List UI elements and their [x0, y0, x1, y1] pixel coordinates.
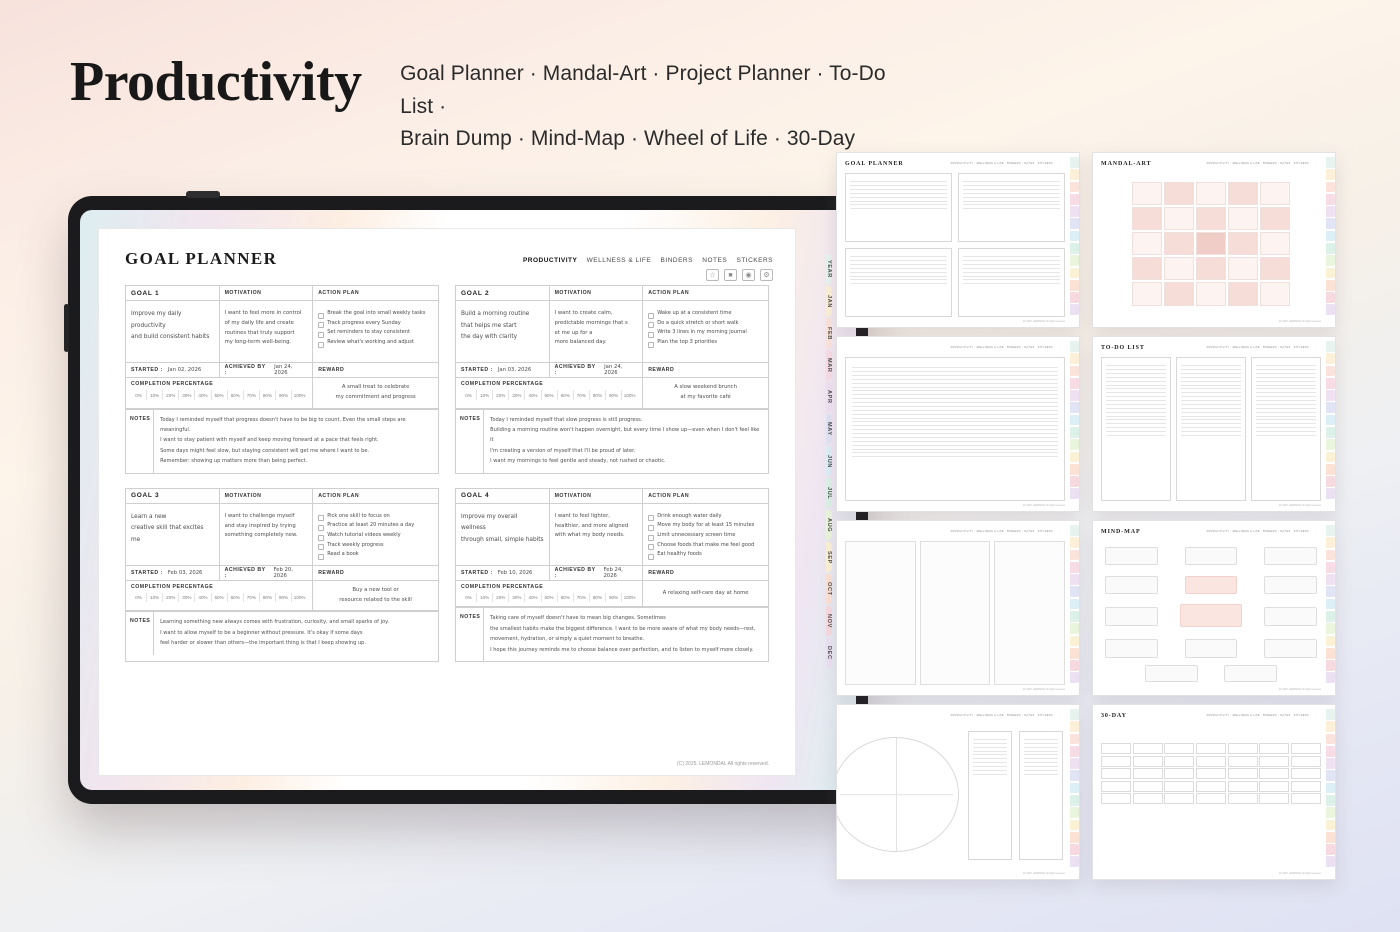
- page-subtitle: [400, 58, 920, 156]
- goal-3-heading: GOAL 3: [126, 488, 220, 503]
- thumbnail-project-planner[interactable]: [836, 336, 1080, 512]
- pct-50[interactable]: 50%: [542, 593, 558, 603]
- rail-tab-mar[interactable]: MAR: [826, 350, 832, 380]
- thumb-footer: (C) 2025. LEMONDAL All rights reserved.: [1278, 321, 1321, 323]
- pct-70[interactable]: 70%: [244, 390, 260, 400]
- pct-100[interactable]: 100%: [293, 392, 306, 398]
- thumb-footer: (C) 2025. LEMONDAL All rights reserved.: [1022, 873, 1065, 875]
- goal-2-text-line3: the day with clarity: [461, 334, 518, 341]
- pct-90[interactable]: 90%: [276, 390, 292, 400]
- pct-20[interactable]: 20%: [493, 593, 509, 603]
- thumb-footer: (C) 2025. LEMONDAL All rights reserved.: [1278, 689, 1321, 691]
- goal-1-mot-l1: I want to feel more in control: [224, 310, 302, 316]
- goal-card-3[interactable]: [125, 488, 439, 662]
- goal-4-motivation-label: MOTIVATION: [550, 488, 644, 503]
- thumbnail-goal-planner[interactable]: [836, 152, 1080, 328]
- brain-dump-columns: [845, 541, 1065, 685]
- goal-1-action-list[interactable]: [313, 301, 438, 362]
- goal-4-achieved-value: Feb 24, 2026: [603, 566, 623, 579]
- goal-1-reward-l2: my commitment and progress: [335, 393, 416, 400]
- globe-icon[interactable]: ◉: [742, 269, 755, 281]
- goal-3-action-item[interactable]: Practice at least 20 minutes a day: [318, 521, 433, 531]
- goal-1-action-item[interactable]: Track progress every Sunday: [318, 319, 433, 329]
- goal-3-reward-l2: resource related to the skill: [339, 596, 412, 603]
- pct-90[interactable]: 90%: [276, 593, 292, 603]
- pct-20[interactable]: 20%: [163, 593, 179, 603]
- goal-1-heading: GOAL 1: [126, 286, 220, 301]
- goal-1-mot-l4: my long-term well-being.: [224, 339, 292, 346]
- goal-4-reward-text[interactable]: [643, 581, 768, 607]
- goal-4-text-line2: through small, simple habits: [461, 536, 544, 543]
- goal-3-percent-scale[interactable]: [131, 593, 307, 603]
- goal-2-reward-label: REWARD: [648, 367, 675, 373]
- goal-3-achieved[interactable]: [220, 565, 314, 580]
- goal-1-mot-l2: of my daily life and create: [224, 319, 294, 326]
- wheel-of-life-chart: [836, 737, 959, 852]
- thumbnail-mind-map[interactable]: [1092, 520, 1336, 696]
- thumb-title-thirty-day: 30-DAY: [1101, 713, 1127, 719]
- page-header: [70, 50, 970, 156]
- goal-2-note-line: I want my mornings to feel gentle and steady, not rushed or chaotic.: [490, 458, 666, 465]
- planner-nav[interactable]: [516, 257, 773, 264]
- goal-2-reward-text[interactable]: [643, 378, 768, 408]
- pct-20[interactable]: 20%: [493, 390, 509, 400]
- goal-1-achieved[interactable]: [220, 363, 314, 378]
- goal-1-note-line: Remember: showing up matters more than being perfect.: [160, 458, 308, 465]
- goal-3-reward-text[interactable]: [313, 581, 438, 611]
- goal-1-note-line: Some days might feel slow, but staying consistent will get me where I want to be.: [160, 447, 370, 454]
- planner-toolbar[interactable]: [706, 269, 773, 281]
- thumb-footer: (C) 2025. LEMONDAL All rights reserved.: [1022, 505, 1065, 507]
- pct-80[interactable]: 80%: [590, 390, 606, 400]
- rail-tab-nov[interactable]: NOV: [826, 606, 832, 636]
- thumb-rail[interactable]: [1070, 341, 1079, 507]
- thumb-nav: PRODUCTIVITY · WELLNESS & LIFE · BINDERS · NOTES · STICKERS: [950, 346, 1053, 349]
- goal-1-text-line2: and build consistent habits: [131, 334, 210, 341]
- goal-2-text-line2: that helps me start: [461, 322, 517, 329]
- goal-cards-grid: [125, 285, 769, 662]
- subtitle-line-2: Brain Dump · Mind-Map · Wheel of Life · 30-Day: [400, 127, 856, 151]
- thumbnail-brain-dump[interactable]: [836, 520, 1080, 696]
- goal-3-motivation-text[interactable]: [220, 504, 314, 565]
- goal-2-note-line: I'm creating a version of myself that I'll be proud of later.: [490, 447, 636, 454]
- goal-1-completion[interactable]: [126, 378, 313, 408]
- thumb-body-wheel-of-life: [845, 725, 1065, 869]
- thumb-title-goal-planner: GOAL PLANNER: [845, 161, 904, 167]
- tablet-screen: [80, 210, 856, 790]
- goal-3-action-label: ACTION PLAN: [318, 492, 360, 499]
- pct-90[interactable]: 90%: [606, 390, 622, 400]
- goal-1-notes-body[interactable]: [154, 410, 438, 473]
- goal-4-mot-l2: healthier, and more aligned: [554, 522, 629, 529]
- completion-label: COMPLETION PERCENTAGE: [131, 583, 214, 590]
- thumb-rail[interactable]: [1326, 157, 1335, 323]
- goal-4-started[interactable]: [456, 565, 550, 580]
- goal-3-action-item[interactable]: Read a book: [318, 550, 433, 560]
- thumb-title-mandal-art: MANDAL-ART: [1101, 161, 1152, 167]
- goal-2-achieved-value: Jan 24, 2026: [604, 364, 623, 376]
- pct-70[interactable]: 70%: [574, 593, 590, 603]
- goal-4-reward-label: REWARD: [648, 569, 675, 576]
- goal-2-achieved[interactable]: [550, 363, 644, 378]
- goal-4-action-item[interactable]: Eat healthy foods: [648, 550, 763, 560]
- pct-10[interactable]: 10%: [147, 390, 163, 400]
- goal-3-action-item[interactable]: Track weekly progress: [318, 541, 433, 551]
- goal-3-motivation-label: MOTIVATION: [220, 488, 314, 503]
- goal-1-reward-l1: A small treat to celebrate: [341, 384, 410, 390]
- planner-page-title: GOAL PLANNER: [125, 249, 278, 268]
- goal-4-action-item[interactable]: Limit unnecessary screen time: [648, 531, 763, 541]
- goal-4-heading: GOAL 4: [456, 488, 550, 503]
- goal-3-notes-body[interactable]: [154, 612, 438, 654]
- goal-4-achieved[interactable]: [550, 565, 644, 580]
- goal-2-action-item[interactable]: Do a quick stretch or short walk: [648, 319, 763, 329]
- rail-tab-aug[interactable]: AUG: [826, 510, 832, 540]
- thirty-day-calendar: [1101, 743, 1321, 804]
- goal-3-completion[interactable]: [126, 581, 313, 611]
- thumb-footer: (C) 2025. LEMONDAL All rights reserved.: [1278, 505, 1321, 507]
- goal-3-action-list[interactable]: [313, 504, 438, 565]
- thumb-nav: PRODUCTIVITY · WELLNESS & LIFE · BINDERS · NOTES · STICKERS: [950, 162, 1053, 165]
- goal-4-text-line1: Improve my overall wellness: [461, 513, 518, 532]
- pct-100[interactable]: 100%: [293, 595, 306, 601]
- completion-label: COMPLETION PERCENTAGE: [461, 583, 544, 590]
- rail-tab-apr[interactable]: APR: [826, 382, 832, 412]
- rail-tab-may[interactable]: MAY: [826, 414, 832, 444]
- goal-3-started-value: Feb 03, 2026: [167, 569, 203, 576]
- nav-item-productivity[interactable]: PRODUCTIVITY: [522, 257, 578, 264]
- rail-tab-feb[interactable]: FEB: [826, 318, 832, 348]
- thumbnail-mandal-art[interactable]: [1092, 152, 1336, 328]
- goal-2-mot-l3: et me up for a: [554, 329, 593, 336]
- goal-1-text-line1: Improve my daily productivity: [131, 311, 182, 329]
- thumb-nav: PRODUCTIVITY · WELLNESS & LIFE · BINDERS · NOTES · STICKERS: [1206, 714, 1309, 717]
- goal-1-mot-l3: routines that truly support: [224, 329, 295, 336]
- goal-2-motivation-text[interactable]: [550, 301, 644, 362]
- rail-tab-dec[interactable]: DEC: [826, 638, 832, 668]
- goal-2-text[interactable]: [456, 301, 550, 362]
- goal-3-text[interactable]: [126, 504, 220, 565]
- thumb-nav: PRODUCTIVITY · WELLNESS & LIFE · BINDERS · NOTES · STICKERS: [1206, 530, 1309, 533]
- goal-2-started-value: Jan 03, 2026: [497, 367, 532, 373]
- goal-2-mot-l2: predictable mornings that s: [554, 319, 628, 326]
- goal-3-mot-l3: something completely new.: [224, 532, 298, 539]
- goal-4-notes-label: NOTES: [456, 608, 484, 661]
- goal-3-action-item[interactable]: Watch tutorial videos weekly: [318, 531, 433, 541]
- goal-1-action-label: ACTION PLAN: [318, 290, 360, 296]
- pct-10[interactable]: 10%: [477, 390, 493, 400]
- goal-4-notes-body[interactable]: [484, 608, 768, 661]
- goal-4-completion[interactable]: [456, 581, 643, 607]
- completion-label: COMPLETION PERCENTAGE: [461, 381, 544, 387]
- goal-card-2[interactable]: [455, 285, 769, 474]
- goal-1-notes-label: NOTES: [126, 410, 154, 473]
- pct-30[interactable]: 30%: [179, 593, 195, 603]
- goal-2-started[interactable]: [456, 363, 550, 378]
- goal-4-note-line: the smallest habits make the biggest difference. I want to be more aware of what my body needs—rest,: [490, 625, 756, 632]
- rail-tab-jul[interactable]: JUL: [826, 478, 832, 508]
- pct-80[interactable]: 80%: [590, 593, 606, 603]
- goal-4-action-list[interactable]: [643, 504, 768, 565]
- pct-60[interactable]: 60%: [228, 593, 244, 603]
- goal-3-note-line: feel harder or slower than others—the important thing is that I keep showing up.: [160, 640, 367, 647]
- completion-label: COMPLETION PERCENTAGE: [131, 381, 214, 387]
- goal-2-motivation-label: MOTIVATION: [550, 286, 644, 301]
- goal-1-motivation-text[interactable]: [220, 301, 314, 362]
- gear-icon[interactable]: ⚙: [760, 269, 773, 281]
- goal-3-text-line1: Learn a new: [131, 513, 167, 520]
- goal-3-notes-label: NOTES: [126, 612, 154, 654]
- goal-2-note-line: Today I reminded myself that slow progress is still progress.: [490, 416, 643, 423]
- subtitle-line-1: Goal Planner · Mandal-Art · Project Planner · To-Do List ·: [400, 62, 886, 118]
- copyright-note: (C) 2025. LEMONDAL All rights reserved.: [676, 761, 769, 767]
- thumb-nav: PRODUCTIVITY · WELLNESS & LIFE · BINDERS · NOTES · STICKERS: [1206, 346, 1309, 349]
- thumb-body-to-do-list: [1101, 357, 1321, 501]
- goal-1-note-line: Today I reminded myself that progress doesn't have to be big to count. Even the small steps are meaningful.: [160, 416, 406, 434]
- goal-2-reward-l2: at my favorite café: [680, 393, 731, 400]
- goal-2-action-item[interactable]: Wake up at a consistent time: [648, 309, 763, 319]
- pct-100[interactable]: 100%: [623, 392, 636, 398]
- thumbnail-thirty-day[interactable]: [1092, 704, 1336, 880]
- started-label: STARTED :: [461, 569, 493, 576]
- planner-header: [99, 229, 795, 281]
- goal-3-reward-label: REWARD: [318, 569, 345, 576]
- achieved-label: ACHIEVED BY :: [224, 364, 266, 376]
- thumb-body-mind-map: [1101, 541, 1321, 685]
- pct-40[interactable]: 40%: [195, 390, 211, 400]
- goal-1-action-item[interactable]: Break the goal into small weekly tasks: [318, 309, 433, 319]
- goal-2-notes-label: NOTES: [456, 410, 484, 473]
- thumb-nav: PRODUCTIVITY · WELLNESS & LIFE · BINDERS · NOTES · STICKERS: [950, 714, 1053, 717]
- nav-item-notes[interactable]: NOTES: [702, 257, 728, 264]
- goal-2-action-item[interactable]: Plan the top 3 priorities: [648, 338, 763, 348]
- thumb-body-mandal-art: [1101, 173, 1321, 317]
- pct-90[interactable]: 90%: [606, 593, 622, 603]
- thumb-body-thirty-day: [1101, 725, 1321, 869]
- nav-item-stickers[interactable]: STICKERS: [736, 257, 773, 264]
- goal-3-mot-l1: I want to challenge myself: [224, 512, 295, 519]
- thumb-rail[interactable]: [1326, 709, 1335, 875]
- goal-4-note-line: Taking care of myself doesn't have to mean big changes. Sometimes: [490, 615, 666, 622]
- goal-4-reward-l1: A relaxing self-care day at home: [662, 589, 749, 596]
- thumb-rail[interactable]: [1070, 157, 1079, 323]
- achieved-label: ACHIEVED BY :: [224, 566, 266, 579]
- goal-2-reward-l1: A slow weekend brunch: [674, 384, 737, 390]
- goal-4-action-item[interactable]: Choose foods that make me feel good: [648, 541, 763, 551]
- goal-2-mot-l4: more balanced day.: [554, 339, 607, 346]
- started-label: STARTED :: [461, 367, 493, 373]
- pct-50[interactable]: 50%: [212, 390, 228, 400]
- thumb-nav: PRODUCTIVITY · WELLNESS & LIFE · BINDERS · NOTES · STICKERS: [950, 530, 1053, 533]
- goal-3-note-line: Learning something new always comes with frustration, curiosity, and small sparks of joy.: [160, 619, 390, 626]
- pct-0[interactable]: 0%: [131, 593, 147, 603]
- nav-item-wellness[interactable]: WELLNESS & LIFE: [586, 257, 652, 264]
- goal-4-action-label: ACTION PLAN: [648, 492, 690, 499]
- rail-tab-year[interactable]: YEAR: [826, 254, 832, 284]
- thumbnail-to-do-list[interactable]: [1092, 336, 1336, 512]
- page-title: Productivity: [70, 51, 362, 113]
- goal-2-notes-body[interactable]: [484, 410, 768, 473]
- rail-tab-jan[interactable]: JAN: [826, 286, 832, 316]
- thumb-rail[interactable]: [1326, 341, 1335, 507]
- pct-60[interactable]: 60%: [228, 390, 244, 400]
- nav-item-binders[interactable]: BINDERS: [660, 257, 693, 264]
- goal-1-action-item[interactable]: Set reminders to stay consistent: [318, 328, 433, 338]
- pct-80[interactable]: 80%: [260, 593, 276, 603]
- pct-40[interactable]: 40%: [195, 593, 211, 603]
- goal-4-started-value: Feb 10, 2026: [497, 569, 533, 576]
- goal-2-action-item[interactable]: Write 3 lines in my morning journal: [648, 328, 763, 338]
- achieved-label: ACHIEVED BY :: [554, 364, 596, 376]
- pct-40[interactable]: 40%: [525, 390, 541, 400]
- thumb-body-project-planner: [845, 357, 1065, 501]
- bookmark-icon[interactable]: ☆: [706, 269, 719, 281]
- goal-1-started[interactable]: [126, 363, 220, 378]
- started-label: STARTED :: [131, 367, 163, 373]
- rail-tab-sep[interactable]: SEP: [826, 542, 832, 572]
- goal-3-reward-l1: Buy a new tool or: [352, 586, 399, 593]
- goal-3-action-item[interactable]: Pick one skill to focus on: [318, 512, 433, 522]
- goal-1-action-item[interactable]: Review what's working and adjust: [318, 338, 433, 348]
- tablet-device: [68, 196, 868, 804]
- thumb-footer: (C) 2025. LEMONDAL All rights reserved.: [1278, 873, 1321, 875]
- goal-3-note-line: I want to allow myself to be a beginner without pressure. It's okay if some days: [160, 629, 363, 636]
- thumb-nav: PRODUCTIVITY · WELLNESS & LIFE · BINDERS · NOTES · STICKERS: [1206, 162, 1309, 165]
- goal-card-4[interactable]: [455, 488, 769, 662]
- goal-4-mot-l3: with what my body needs.: [554, 532, 625, 539]
- started-label: STARTED :: [131, 569, 163, 576]
- pct-40[interactable]: 40%: [525, 593, 541, 603]
- pct-0[interactable]: 0%: [461, 593, 477, 603]
- pct-0[interactable]: 0%: [131, 390, 147, 400]
- thumb-body-goal-planner: [845, 173, 1065, 317]
- thumbnail-wheel-of-life[interactable]: [836, 704, 1080, 880]
- goal-1-started-value: Jan 02, 2026: [167, 367, 202, 373]
- goal-4-mot-l1: I want to feel lighter,: [554, 512, 610, 519]
- thumb-title-to-do-list: TO-DO LIST: [1101, 345, 1145, 351]
- goal-1-percent-scale[interactable]: [131, 390, 307, 400]
- pct-0[interactable]: 0%: [461, 390, 477, 400]
- goal-2-percent-scale[interactable]: [461, 390, 637, 400]
- goal-1-note-line: I want to stay patient with myself and keep moving forward at a pace that feels right.: [160, 437, 379, 444]
- pct-10[interactable]: 10%: [147, 593, 163, 603]
- pct-20[interactable]: 20%: [163, 390, 179, 400]
- pct-30[interactable]: 30%: [509, 593, 525, 603]
- thumb-title-mind-map: MIND-MAP: [1101, 529, 1141, 535]
- goal-2-text-line1: Build a morning routine: [461, 311, 530, 317]
- pct-30[interactable]: 30%: [509, 390, 525, 400]
- pct-50[interactable]: 50%: [212, 593, 228, 603]
- pct-10[interactable]: 10%: [477, 593, 493, 603]
- achieved-label: ACHIEVED BY :: [554, 566, 596, 579]
- thumb-body-brain-dump: [845, 541, 1065, 685]
- rail-tab-jun[interactable]: JUN: [826, 446, 832, 476]
- goal-2-heading: GOAL 2: [456, 286, 550, 301]
- goal-3-achieved-value: Feb 20, 2026: [273, 566, 293, 579]
- goal-1-text[interactable]: [126, 301, 220, 362]
- pct-70[interactable]: 70%: [574, 390, 590, 400]
- goal-2-action-list[interactable]: [643, 301, 768, 362]
- goal-3-mot-l2: and stay inspired by trying: [224, 522, 296, 529]
- goal-2-mot-l1: I want to create calm,: [554, 310, 613, 316]
- goal-card-1[interactable]: [125, 285, 439, 474]
- goal-4-percent-scale[interactable]: [461, 593, 637, 603]
- goal-2-completion[interactable]: [456, 378, 643, 408]
- thumb-footer: (C) 2025. LEMONDAL All rights reserved.: [1022, 689, 1065, 691]
- pct-50[interactable]: 50%: [542, 390, 558, 400]
- thumb-rail[interactable]: [1326, 525, 1335, 691]
- goal-2-action-label: ACTION PLAN: [648, 290, 690, 296]
- mind-map-canvas: [1101, 541, 1321, 685]
- pct-70[interactable]: 70%: [244, 593, 260, 603]
- goal-4-note-line: I hope this journey reminds me to choose balance over perfection, and to listen to myself more closely.: [490, 646, 754, 653]
- thumb-rail[interactable]: [1070, 525, 1079, 691]
- goal-4-text[interactable]: [456, 504, 550, 565]
- goal-1-reward-text[interactable]: [313, 378, 438, 408]
- goal-1-motivation-label: MOTIVATION: [220, 286, 314, 301]
- pct-80[interactable]: 80%: [260, 390, 276, 400]
- rail-tab-oct[interactable]: OCT: [826, 574, 832, 604]
- goal-4-motivation-text[interactable]: [550, 504, 644, 565]
- pct-60[interactable]: 60%: [558, 593, 574, 603]
- pct-100[interactable]: 100%: [623, 595, 636, 601]
- goal-3-started[interactable]: [126, 565, 220, 580]
- pct-30[interactable]: 30%: [179, 390, 195, 400]
- planner-page: [98, 228, 796, 776]
- goal-4-action-item[interactable]: Drink enough water daily: [648, 512, 763, 522]
- mandala-grid: [1132, 182, 1290, 306]
- goal-1-reward-label: REWARD: [318, 367, 345, 373]
- goal-3-text-line2: creative skill that excites me: [131, 525, 204, 543]
- thumb-rail[interactable]: [1070, 709, 1079, 875]
- goal-4-note-line: movement, hydration, or simply a quiet moment to breathe.: [490, 636, 645, 643]
- thumb-footer: (C) 2025. LEMONDAL All rights reserved.: [1022, 321, 1065, 323]
- pct-60[interactable]: 60%: [558, 390, 574, 400]
- goal-1-achieved-value: Jan 24, 2026: [274, 364, 293, 376]
- goal-4-action-item[interactable]: Move my body for at least 15 minutes: [648, 521, 763, 531]
- sticker-icon[interactable]: ■: [724, 269, 737, 281]
- goal-2-note-line: Building a morning routine won't happen overnight, but every time I show up—even when I don't feel like it: [490, 427, 760, 444]
